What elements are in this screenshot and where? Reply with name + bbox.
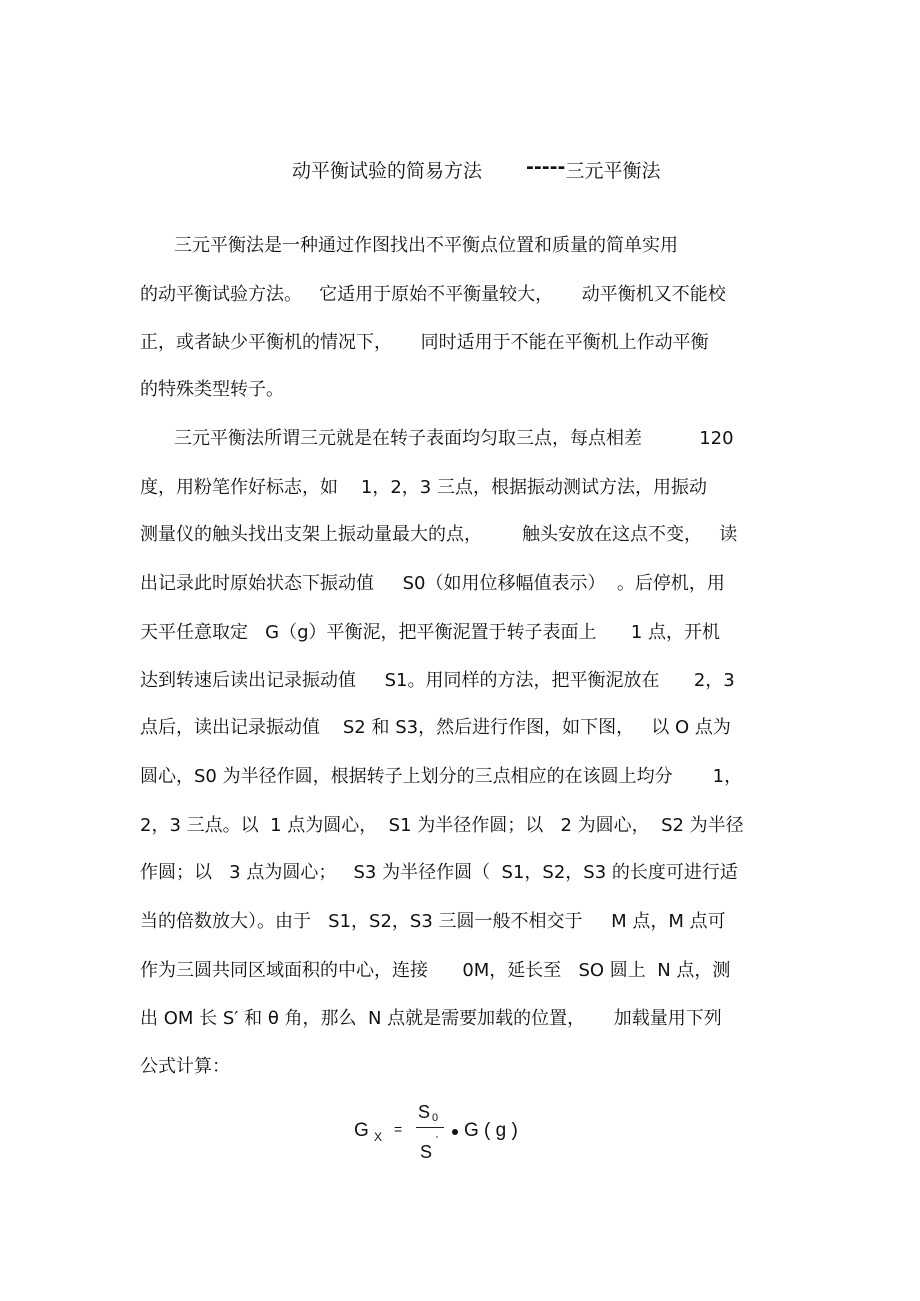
- body-line: 天平任意取定 G（g）平衡泥，把平衡泥置于转子表面上 1 点，开机: [140, 622, 721, 643]
- body-line: 三元平衡法所谓三元就是在转子表面均匀取三点，每点相差 120: [174, 428, 734, 449]
- body-line: 公式计算：: [140, 1056, 230, 1077]
- body-line: 的动平衡试验方法。 它适用于原始不平衡量较大， 动平衡机又不能校: [140, 284, 726, 305]
- body-line: 达到转速后读出记录振动值 S1。用同样的方法，把平衡泥放在 2，3: [140, 670, 735, 691]
- title-dash: -----: [526, 156, 566, 178]
- body-line: 2，3 三点。以 1 点为圆心， S1 为半径作圆；以 2 为圆心， S2 为半径: [140, 815, 744, 836]
- formula-denominator: S: [420, 1142, 433, 1162]
- body-line: 点后，读出记录振动值 S2 和 S3，然后进行作图，如下图， 以 O 点为: [140, 717, 731, 738]
- body-line: 作圆；以 3 点为圆心； S3 为半径作圆（ S1，S2，S3 的长度可进行适: [140, 862, 738, 883]
- load-formula: [352, 1100, 552, 1170]
- title-main: 动平衡试验的简易方法: [292, 160, 483, 182]
- body-line: 出记录此时原始状态下振动值 S0（如用位移幅值表示） 。后停机，用: [140, 573, 725, 594]
- body-line: 出 OM 长 S′ 和 θ 角，那么 N 点就是需要加载的位置， 加载量用下列: [140, 1008, 722, 1029]
- formula-rhs: G ( g ): [464, 1120, 518, 1141]
- body-line: 圆心，S0 为半径作圆，根据转子上划分的三点相应的在该圆上均分 1，: [140, 766, 743, 787]
- body-line: 作为三圆共同区域面积的中心，连接 0M，延长至 SO 圆上 N 点，测: [140, 960, 731, 981]
- formula-equals: =: [394, 1121, 403, 1137]
- body-line: 当的倍数放大）。由于 S1，S2，S3 三圆一般不相交于 M 点，M 点可: [140, 911, 726, 932]
- formula-numerator-subscript: 0: [432, 1112, 439, 1124]
- formula-g: G: [354, 1120, 369, 1141]
- formula-x-subscript: X: [374, 1130, 383, 1144]
- formula-denominator-prime: ': [436, 1135, 438, 1146]
- body-line: 正，或者缺少平衡机的情况下， 同时适用于不能在平衡机上作动平衡: [140, 332, 709, 353]
- formula-numerator: S: [418, 1102, 431, 1122]
- document-title: [292, 156, 660, 183]
- body-line: 测量仪的触头找出支架上振动量最大的点， 触头安放在这点不变， 读: [140, 524, 738, 545]
- body-line: 度，用粉笔作好标志，如 1，2，3 三点，根据振动测试方法，用振动: [140, 477, 707, 498]
- title-sub: 三元平衡法: [565, 160, 661, 182]
- body-line: 三元平衡法是一种通过作图找出不平衡点位置和质量的简单实用: [174, 235, 678, 256]
- formula-fraction-bar: [416, 1127, 444, 1128]
- formula-multiply-dot: [452, 1129, 458, 1135]
- body-line: 的特殊类型转子。: [140, 379, 284, 400]
